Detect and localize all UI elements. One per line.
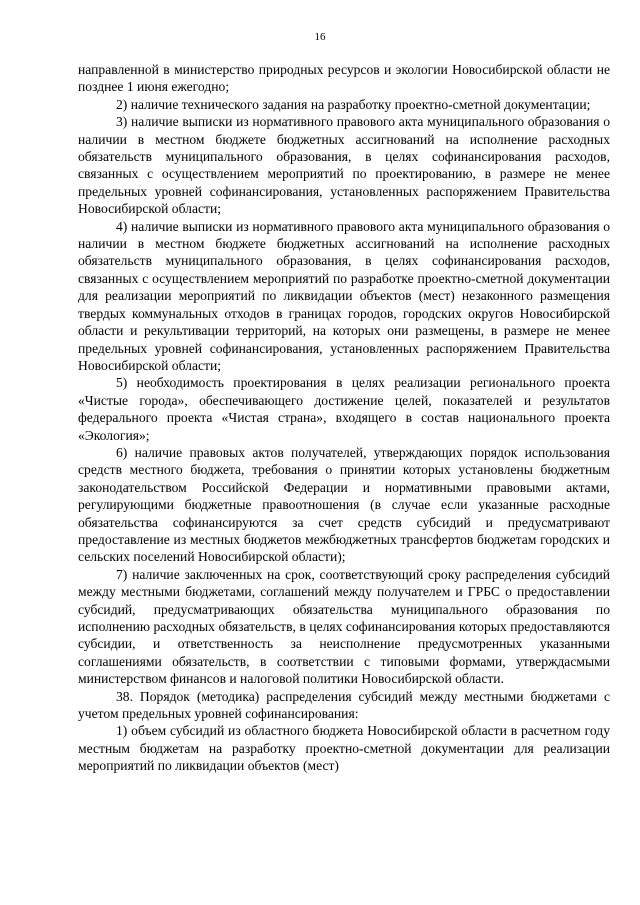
document-body [78, 61, 610, 775]
paragraph-section-38-item-1: 1) объем субсидий из областного бюджета Новосибирской области в расчетном году местным бюджетам на разработку проектно-сметной документации для реализации мероприятий по ликвидации объектов (мест) [78, 723, 610, 774]
paragraph-item-4: 4) наличие выписки из нормативного правового акта муниципального образования о наличии в местном бюджете бюджетных ассигнований на исполнение расходных обязательств муниципального образования, в целях софинансирования расходов, связанных с осуществлением мероприятий по разработке проектно-сметной документации для реализации мероприятий по ликвидации объектов (мест) незаконного размещения твердых коммунальных отходов в границах городов, городских округов Новосибирской области и рекультивации территорий, на которых они размещены, в размере не менее предельных уровней софинансирования, установленных распоряжением Правительства Новосибирской области; [78, 218, 610, 373]
paragraph-continuation: направленной в министерство природных ресурсов и экологии Новосибирской области не позднее 1 июня ежегодно; [78, 62, 610, 95]
paragraph-item-2: 2) наличие технического задания на разработку проектно-сметной документации; [116, 96, 591, 112]
page-number: 16 [314, 31, 326, 43]
paragraph-section-38: 38. Порядок (методика) распределения субсидий между местными бюджетами с учетом предельных уровней софинансирования: [78, 688, 610, 722]
paragraph-item-6: 6) наличие правовых актов получателей, утверждающих порядок использования средств местного бюджета, требования о принятии которых установлены бюджетным законодательством Российской Федерации и нормативными правовыми актами, регулирующими бюджетные правоотношения (в случае если указанные расходные обязательства софинансируются за счет средств субсидий и предусматривают предоставление из местных бюджетов межбюджетных трансфертов бюджетам городских и сельских поселений Новосибирской области); [78, 444, 610, 565]
paragraph-item-3: 3) наличие выписки из нормативного правового акта муниципального образования о наличии в местном бюджете бюджетных ассигнований на исполнение расходных обязательств муниципального образования, в целях софинансирования расходов, связанных с осуществлением мероприятий по проектированию, в размере не менее предельных уровней софинансирования, установленных распоряжением Правительства Новосибирской области; [78, 114, 610, 217]
paragraph-item-5: 5) необходимость проектирования в целях реализации регионального проекта «Чистые города», обеспечивающего достижение целей, показателей и результатов федерального проекта «Чистая страна», входящего в состав национального проекта «Экология»; [78, 375, 610, 443]
paragraph-item-7: 7) наличие заключенных на срок, соответствующий сроку распределения субсидий между местными бюджетами, соглашений между получателем и ГРБС о предоставлении субсидий, предусматривающих обязательства муниципального образования по исполнению расходных обязательств, в целях софинансирования которых предоставляются субсидии, и ответственность за неисполнение предусмотренных указанными соглашениями обязательств, в соответствии с типовыми формами, утверждасмыми министерством финансов и налоговой политики Новосибирской области. [78, 566, 610, 687]
